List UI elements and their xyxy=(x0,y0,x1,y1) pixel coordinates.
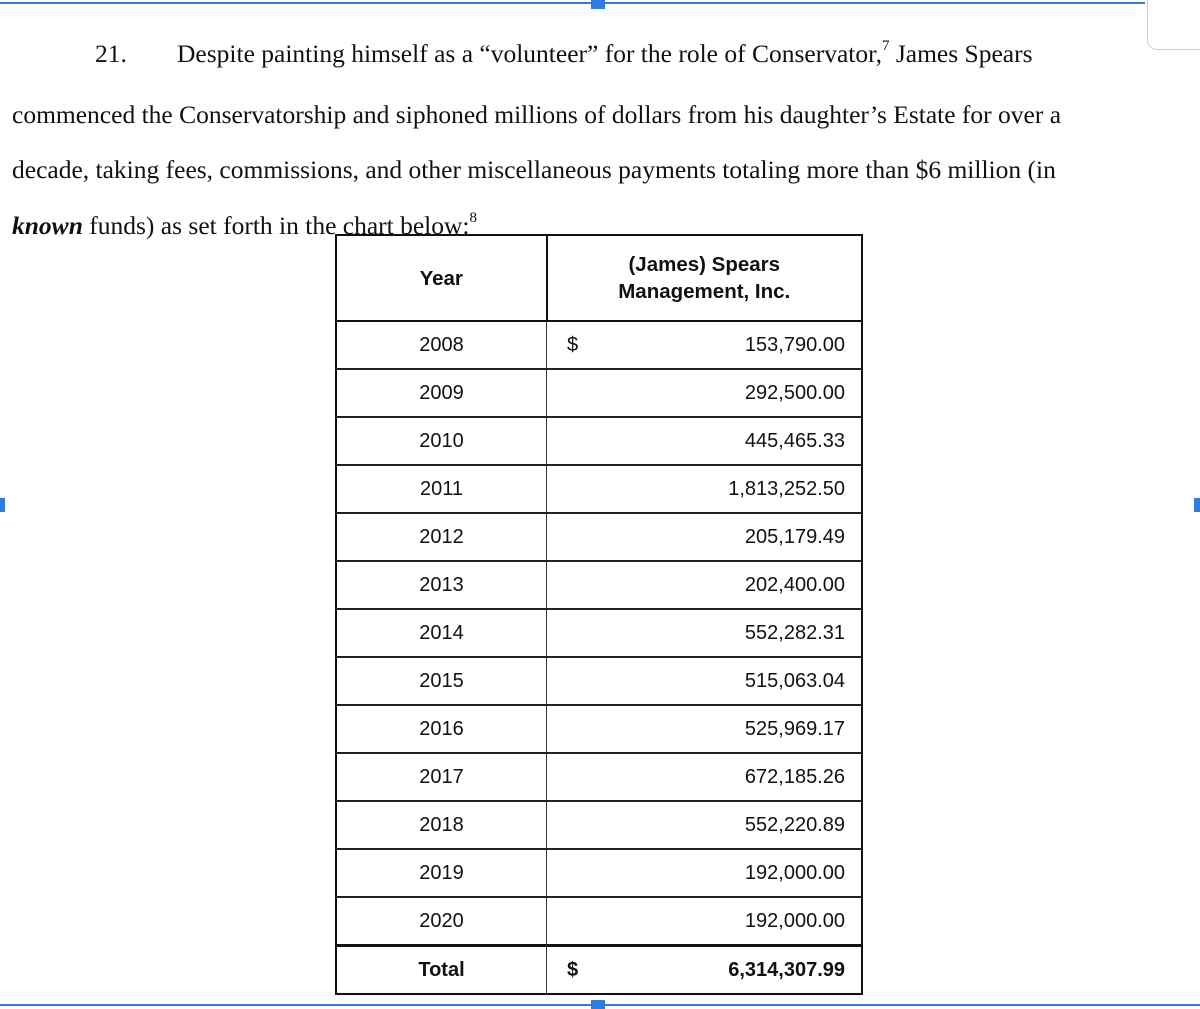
line4-text: funds) as set forth in the chart below: xyxy=(82,210,470,240)
amount-value: 292,500.00 xyxy=(744,381,845,404)
resize-handle-bottom[interactable] xyxy=(591,1000,605,1009)
line1-text: Despite painting himself as a “volunteer” for the role of Conservator, xyxy=(177,39,882,68)
amount-value: 515,063.04 xyxy=(744,669,845,692)
paragraph-number: 21. xyxy=(95,39,127,68)
amount-cell xyxy=(547,657,863,705)
amount-value: 552,220.89 xyxy=(744,813,845,836)
amount-value: 205,179.49 xyxy=(744,525,845,548)
year-cell: 2012 xyxy=(336,513,547,561)
year-cell: 2020 xyxy=(336,897,547,946)
amount-value: 1,813,252.50 xyxy=(728,477,845,500)
table-row xyxy=(336,897,862,946)
amount-value: 202,400.00 xyxy=(744,573,845,596)
amount-value: 672,185.26 xyxy=(744,765,845,788)
resize-handle-top[interactable] xyxy=(591,0,605,9)
year-cell: 2015 xyxy=(336,657,547,705)
total-amount: 6,314,307.99 xyxy=(728,958,845,981)
footnote-ref-7[interactable]: 7 xyxy=(881,38,890,54)
table-row xyxy=(336,513,862,561)
table-row xyxy=(336,321,862,369)
table-row xyxy=(336,417,862,465)
amount-value: 552,282.31 xyxy=(744,621,845,644)
amount-cell xyxy=(547,753,863,801)
paragraph-21 xyxy=(12,26,1162,258)
paragraph-line-3: decade, taking fees, commissions, and other miscellaneous payments totaling more than $6 million (in xyxy=(12,155,1056,184)
total-row xyxy=(336,946,862,995)
header-amount-line2: Management, Inc. xyxy=(618,280,791,303)
emphasis-known: known xyxy=(12,210,83,240)
year-cell: 2009 xyxy=(336,369,547,417)
amount-cell xyxy=(547,609,863,657)
table-row xyxy=(336,561,862,609)
table-row xyxy=(336,369,862,417)
year-cell: 2010 xyxy=(336,417,547,465)
year-cell: 2019 xyxy=(336,849,547,897)
resize-handle-right[interactable] xyxy=(1194,498,1200,512)
line1-end-text: James Spears xyxy=(889,39,1033,68)
header-year: Year xyxy=(336,235,547,321)
year-cell: 2013 xyxy=(336,561,547,609)
header-amount-line1: (James) Spears xyxy=(628,253,781,276)
amount-cell xyxy=(547,417,863,465)
amount-cell xyxy=(547,897,863,946)
table-row xyxy=(336,801,862,849)
year-cell: 2017 xyxy=(336,753,547,801)
year-cell: 2011 xyxy=(336,465,547,513)
table-row xyxy=(336,657,862,705)
amount-cell xyxy=(547,849,863,897)
header-amount xyxy=(547,235,863,321)
resize-handle-left[interactable] xyxy=(0,498,5,512)
table-header-row xyxy=(336,235,862,321)
amount-cell xyxy=(547,801,863,849)
table-row xyxy=(336,705,862,753)
table-row xyxy=(336,849,862,897)
payments-table xyxy=(335,234,863,995)
amount-cell xyxy=(547,369,863,417)
year-cell: 2016 xyxy=(336,705,547,753)
year-cell: 2008 xyxy=(336,321,547,369)
table-row xyxy=(336,609,862,657)
table-row xyxy=(336,753,862,801)
total-amount-cell xyxy=(547,946,863,995)
amount-value: 153,790.00 xyxy=(744,333,845,356)
amount-cell xyxy=(547,465,863,513)
amount-value: 192,000.00 xyxy=(744,861,845,884)
amount-cell xyxy=(547,561,863,609)
year-cell: 2018 xyxy=(336,801,547,849)
footnote-ref-8[interactable]: 8 xyxy=(469,209,478,226)
currency-symbol: $ xyxy=(567,958,579,981)
paragraph-line-1 xyxy=(12,26,1162,87)
amount-value: 192,000.00 xyxy=(744,909,845,932)
amount-value: 445,465.33 xyxy=(744,429,845,452)
paragraph-line-2: commenced the Conservatorship and siphoned millions of dollars from his daughter’s Estate for over a xyxy=(12,99,1062,129)
year-cell: 2014 xyxy=(336,609,547,657)
table-row xyxy=(336,465,862,513)
currency-symbol: $ xyxy=(567,333,579,356)
amount-cell xyxy=(547,321,863,369)
amount-cell xyxy=(547,513,863,561)
amount-value: 525,969.17 xyxy=(744,717,845,740)
selection-frame-top xyxy=(0,2,1145,4)
amount-cell xyxy=(547,705,863,753)
total-label: Total xyxy=(336,946,547,995)
